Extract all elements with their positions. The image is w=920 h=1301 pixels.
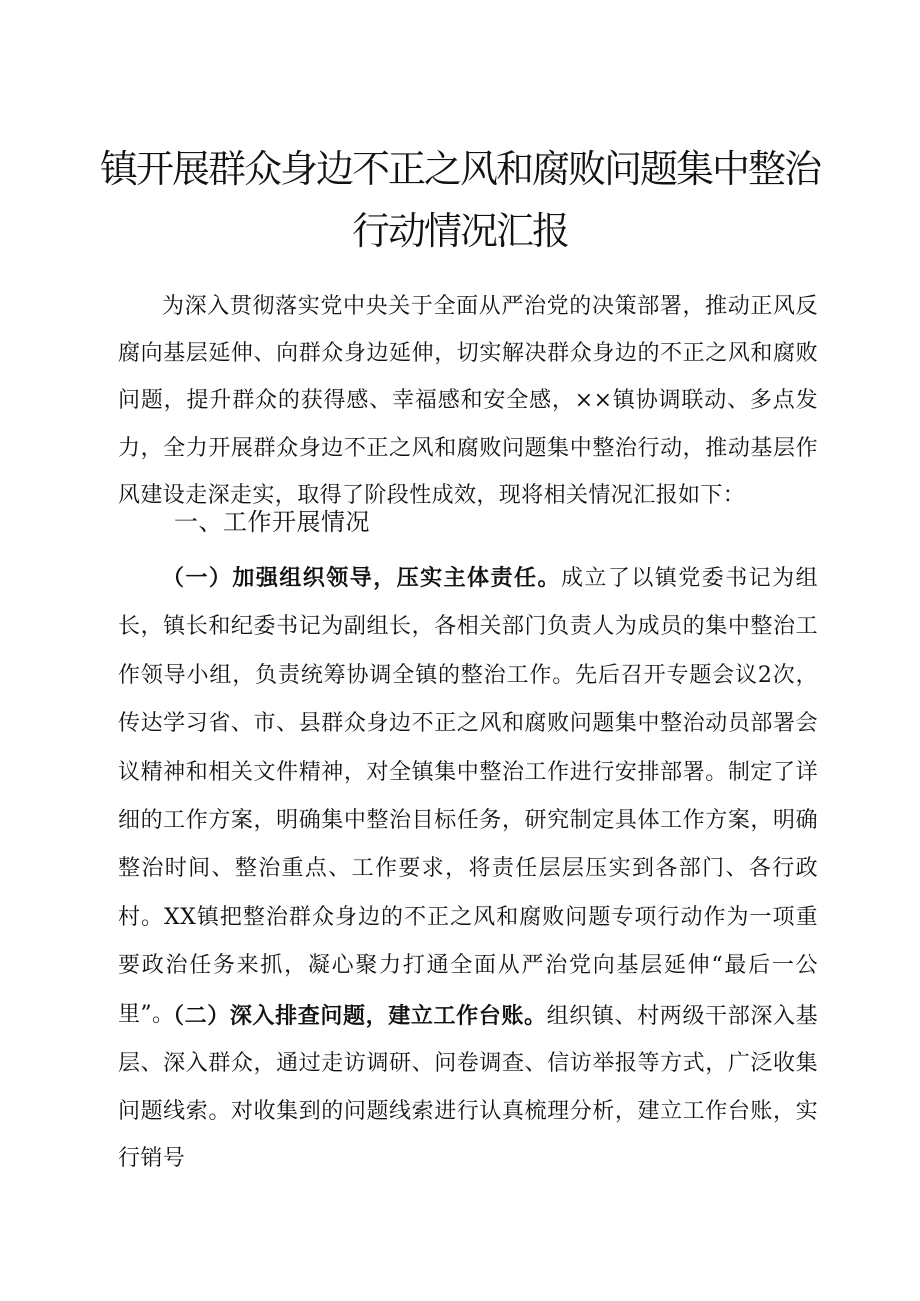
item-body-organization: 成立了以镇党委书记为组长，镇长和纪委书记为副组长，各相关部门负责人为成员的集中整治工作领导小组，负责统筹协调全镇的整治工作。先后召开专题会议2次，传达学习省、市、县群众身边不正之风和腐败问题集中整治动员部署会议精神和相关文件精神，对全镇集中整治工作进行安排部署。制定了详细的工作方案，明确集中整治目标任务，研究制定具体工作方案，明确整治时间、整治重点、工作要求，将责任层层压实到各部门、各行政村。XX镇把整治群众身边的不正之风和腐败问题专项行动作为一项重要政治任务来抓，凝心聚力打通全面从严治党向基层延伸“最后一公里”。 [118, 566, 818, 1027]
intro-paragraph: 为深入贯彻落实党中央关于全面从严治党的决策部署，推动正风反腐向基层延伸、向群众身边延伸，切实解决群众身边的不正之风和腐败问题，提升群众的获得感、幸福感和安全感，××镇协调联动、多点发力，全力开展群众身边不正之风和腐败问题集中整治行动，推动基层作风建设走深走实，取得了阶段性成效，现将相关情况汇报如下： [118, 294, 818, 508]
item-paragraph-organization [118, 554, 818, 1039]
item-body-investigation: 组织镇、村两级干部深入基层、深入群众，通过走访调研、问卷调查、信访举报等方式，广泛收集问题线索。对收集到的问题线索进行认真梳理分析，建立工作台账，实行销号 [118, 1004, 818, 1171]
document-title-line2: 行动情况汇报 [351, 209, 568, 253]
document-title-line1: 镇开展群众身边不正之风和腐败问题集中整治 [100, 147, 821, 191]
item-lead-investigation: （二）深入排查问题，建立工作台账。 [162, 1003, 547, 1029]
item-paragraph-investigation [118, 993, 818, 1182]
section-heading-work-progress: 一、工作开展情况 [174, 508, 370, 536]
item-lead-organization: （一）加强组织领导，压实主体责任。 [162, 565, 561, 591]
